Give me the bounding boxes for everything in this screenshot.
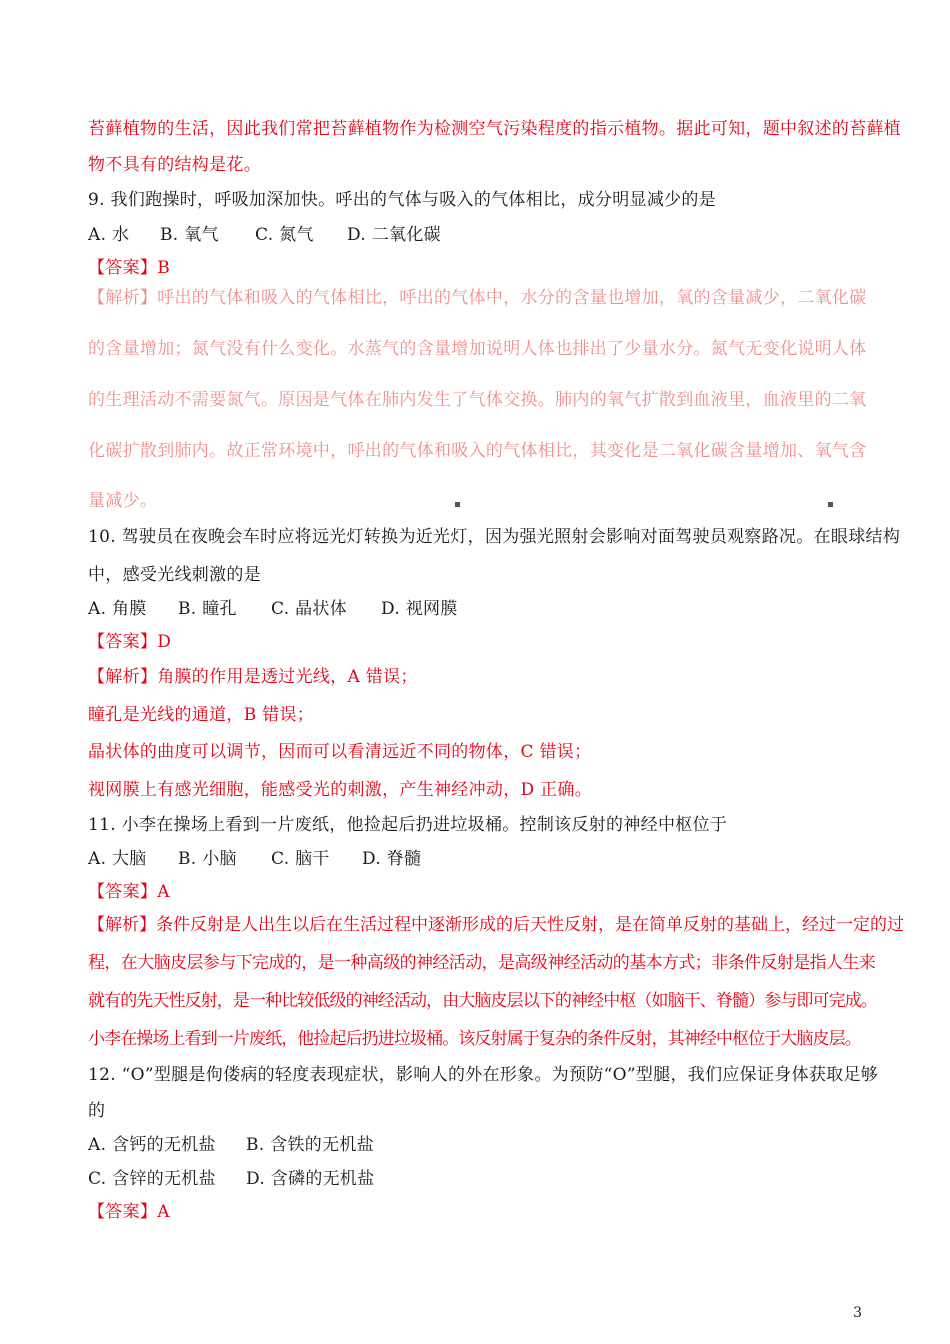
explanation-text: 角膜的作用是透过光线，A 错误；: [157, 667, 418, 687]
question-9: 9. 我们跑操时，呼吸加深加快。呼出的气体与吸入的气体相比，成分明显减少的是: [88, 190, 717, 210]
question-12-cont: 的: [88, 1101, 106, 1121]
answer-9: [88, 257, 170, 279]
explanation-line: 量减少。: [88, 491, 158, 511]
explanation-line: 化碳扩散到肺内。故正常环境中，呼出的气体和吸入的气体相比，其变化是二氧化碳含量增加、氧气含: [88, 441, 867, 461]
question-9-options: [88, 224, 441, 246]
option-a: A. 水: [88, 225, 130, 245]
explanation-line: 【解析】呼出的气体和吸入的气体相比，呼出的气体中，水分的含量也增加，氧的含量减少，二氧化碳: [88, 288, 867, 308]
option-d: D. 视网膜: [381, 599, 458, 619]
question-12: 12. “O”型腿是佝偻病的轻度表现症状，影响人的外在形象。为预防“O”型腿，我们应保证身体获取足够: [88, 1065, 879, 1085]
option-c: C. 脑干: [271, 849, 330, 869]
explanation-line: 的生理活动不需要氮气。原因是气体在肺内发生了气体交换。肺内的氧气扩散到血液里，血液里的二氧: [88, 390, 867, 410]
option-a: A. 含钙的无机盐: [88, 1135, 216, 1155]
explanation-line: 程，在大脑皮层参与下完成的，是一种高级的神经活动，是高级神经活动的基本方式；非条件反射是指人生来: [88, 953, 876, 973]
text-line: 苔藓植物的生活，因此我们常把苔藓植物作为检测空气污染程度的指示植物。据此可知，题中叙述的苔藓植: [88, 119, 902, 139]
answer-tag: 【答案】: [88, 1202, 158, 1222]
answer-value: B: [157, 258, 170, 278]
question-11: 11. 小李在操场上看到一片废纸，他捡起后扔进垃圾桶。控制该反射的神经中枢位于: [88, 815, 728, 835]
scan-mark: [455, 502, 460, 507]
question-12-options-row2: [88, 1168, 375, 1190]
explanation-line: 晶状体的曲度可以调节，因而可以看清远近不同的物体，C 错误；: [88, 742, 592, 762]
explanation-line: 瞳孔是光线的通道，B 错误；: [88, 705, 315, 725]
scan-mark: [828, 502, 833, 507]
explanation-line: 小李在操场上看到一片废纸，他捡起后扔进垃圾桶。该反射属于复杂的条件反射，其神经中枢位于大脑皮层。: [88, 1029, 861, 1049]
question-12-options-row1: [88, 1134, 374, 1156]
answer-10: [88, 631, 171, 653]
option-c: C. 氮气: [255, 225, 314, 245]
answer-11: [88, 881, 170, 903]
explanation-tag: 【解析】: [88, 667, 158, 687]
option-d: D. 脊髓: [362, 849, 422, 869]
explanation-text: 条件反射是人出生以后在生活过程中逐渐形成的后天性反射，是在简单反射的基础上，经过一定的过: [156, 915, 904, 935]
explanation-11: [88, 914, 904, 936]
question-10: 10. 驾驶员在夜晚会车时应将远光灯转换为近光灯，因为强光照射会影响对面驾驶员观察路况。在眼球结构: [88, 527, 901, 547]
option-b: B. 小脑: [178, 849, 237, 869]
answer-tag: 【答案】: [88, 258, 158, 278]
explanation-line: 视网膜上有感光细胞，能感受光的刺激，产生神经冲动，D 正确。: [88, 780, 593, 800]
question-10-cont: 中，感受光线刺激的是: [88, 565, 261, 585]
answer-value: A: [157, 882, 170, 902]
option-a: A. 大脑: [88, 849, 147, 869]
explanation-line: 的含量增加；氮气没有什么变化。水蒸气的含量增加说明人体也排出了少量水分。氮气无变化说明人体: [88, 339, 867, 359]
answer-tag: 【答案】: [88, 882, 158, 902]
explanation-10: [88, 666, 418, 688]
explanation-line: 就有的先天性反射，是一种比较低级的神经活动，由大脑皮层以下的神经中枢（如脑干、脊髓）参与即可完成。: [88, 991, 877, 1011]
question-10-options: [88, 598, 458, 620]
option-d: D. 含磷的无机盐: [246, 1169, 375, 1189]
option-c: C. 晶状体: [271, 599, 348, 619]
answer-tag: 【答案】: [88, 632, 158, 652]
question-11-options: [88, 848, 421, 870]
option-d: D. 二氧化碳: [347, 225, 441, 245]
answer-value: A: [157, 1202, 170, 1222]
option-c: C. 含锌的无机盐: [88, 1169, 216, 1189]
answer-12: [88, 1201, 170, 1223]
page-number: 3: [853, 1305, 862, 1321]
option-a: A. 角膜: [88, 599, 147, 619]
option-b: B. 瞳孔: [178, 599, 237, 619]
answer-value: D: [157, 632, 172, 652]
option-b: B. 氧气: [160, 225, 219, 245]
explanation-tag: 【解析】: [88, 915, 156, 935]
text-line: 物不具有的结构是花。: [88, 155, 261, 175]
option-b: B. 含铁的无机盐: [246, 1135, 374, 1155]
